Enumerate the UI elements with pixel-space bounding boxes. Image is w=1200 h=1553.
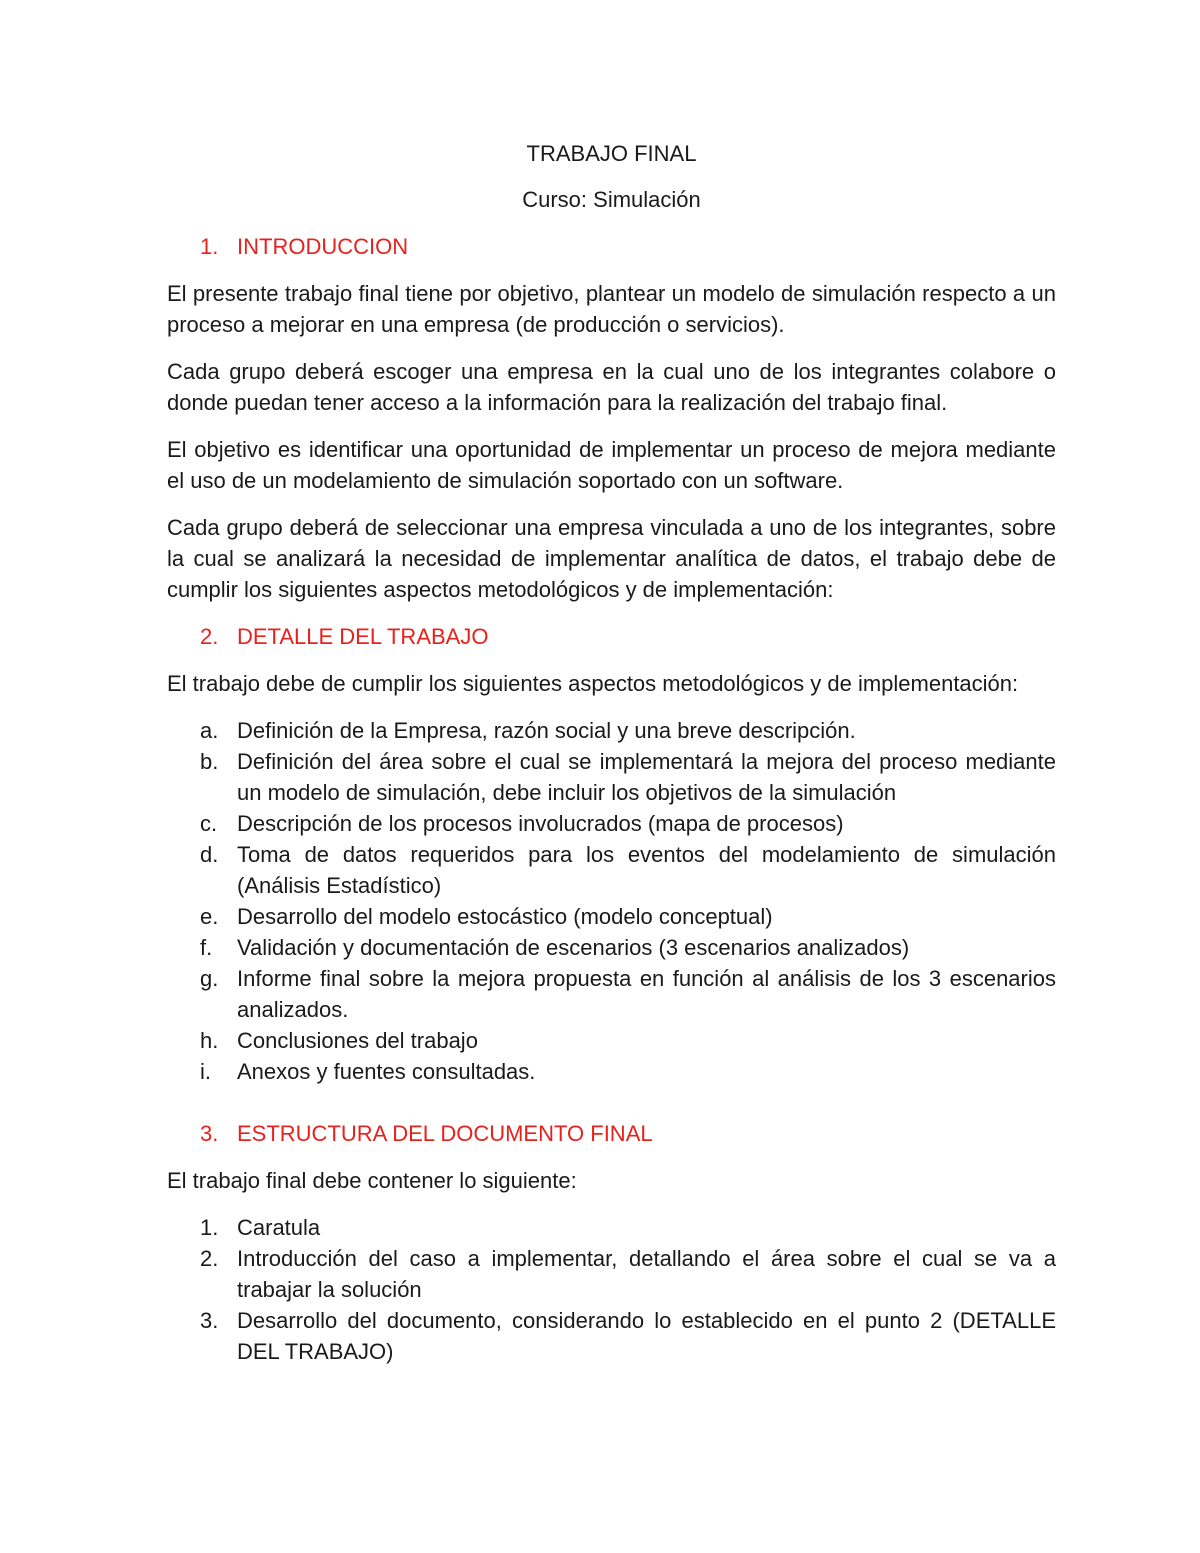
- document-page: [167, 138, 1056, 1367]
- section-title: ESTRUCTURA DEL DOCUMENTO FINAL: [237, 1121, 653, 1146]
- document-title: TRABAJO FINAL: [526, 141, 697, 166]
- document-subtitle: Curso: Simulación: [522, 187, 701, 212]
- list-item: [167, 901, 1056, 932]
- structure-list: [167, 1212, 1056, 1367]
- section-heading-estructura: [167, 1118, 1056, 1149]
- list-item: [167, 746, 1056, 808]
- list-marker: b.: [200, 749, 219, 774]
- section-number: 3.: [200, 1121, 219, 1146]
- list-item: [167, 1025, 1056, 1056]
- section-heading-introduccion: [167, 231, 1056, 262]
- list-item: [167, 1056, 1056, 1087]
- paragraph: El trabajo final debe contener lo siguiente:: [167, 1168, 577, 1193]
- list-marker: 2.: [200, 1246, 219, 1271]
- list-item: [167, 715, 1056, 746]
- paragraph: Cada grupo deberá de seleccionar una empresa vinculada a uno de los integrantes, sobre la cual se analizará la necesidad de implementar analítica de datos, el trabajo debe de cumplir los siguientes aspectos metodológicos y de implementación:: [167, 515, 1056, 602]
- list-item: [167, 839, 1056, 901]
- list-item: [167, 1305, 1056, 1367]
- list-item: [167, 932, 1056, 963]
- section-number: 2.: [200, 624, 219, 649]
- section-title: INTRODUCCION: [237, 234, 409, 259]
- list-marker: h.: [200, 1028, 219, 1053]
- list-item-text: Informe final sobre la mejora propuesta en función al análisis de los 3 escenarios analizados.: [237, 966, 1056, 1022]
- detail-list: [167, 715, 1056, 1087]
- list-item-text: Introducción del caso a implementar, detallando el área sobre el cual se va a trabajar la solución: [237, 1246, 1056, 1302]
- list-item-text: Desarrollo del modelo estocástico (modelo conceptual): [237, 904, 773, 929]
- list-marker: 1.: [200, 1215, 219, 1240]
- section-title: DETALLE DEL TRABAJO: [237, 624, 489, 649]
- paragraph: El presente trabajo final tiene por objetivo, plantear un modelo de simulación respecto a un proceso a mejorar en una empresa (de producción o servicios).: [167, 281, 1056, 337]
- section-heading-detalle: [167, 621, 1056, 652]
- list-item-text: Conclusiones del trabajo: [237, 1028, 478, 1053]
- list-marker: c.: [200, 811, 218, 836]
- list-item: [167, 808, 1056, 839]
- section-number: 1.: [200, 234, 219, 259]
- list-marker: a.: [200, 718, 219, 743]
- list-marker: f.: [200, 935, 213, 960]
- list-marker: g.: [200, 966, 219, 991]
- paragraph: Cada grupo deberá escoger una empresa en la cual uno de los integrantes colabore o donde puedan tener acceso a la información para la realización del trabajo final.: [167, 359, 1056, 415]
- list-item-text: Definición de la Empresa, razón social y una breve descripción.: [237, 718, 856, 743]
- list-marker: e.: [200, 904, 219, 929]
- paragraph: El objetivo es identificar una oportunidad de implementar un proceso de mejora mediante el uso de un modelamiento de simulación soportado con un software.: [167, 437, 1056, 493]
- list-marker: 3.: [200, 1308, 219, 1333]
- list-item-text: Definición del área sobre el cual se implementará la mejora del proceso mediante un modelo de simulación, debe incluir los objetivos de la simulación: [237, 749, 1056, 805]
- list-item-text: Desarrollo del documento, considerando lo establecido en el punto 2 (DETALLE DEL TRABAJO): [237, 1308, 1056, 1364]
- list-item: [167, 1243, 1056, 1305]
- list-marker: i.: [200, 1059, 211, 1084]
- paragraph: El trabajo debe de cumplir los siguientes aspectos metodológicos y de implementación:: [167, 671, 1019, 696]
- list-item: [167, 963, 1056, 1025]
- list-item: [167, 1212, 1056, 1243]
- list-item-text: Validación y documentación de escenarios (3 escenarios analizados): [237, 935, 910, 960]
- list-item-text: Anexos y fuentes consultadas.: [237, 1059, 536, 1084]
- list-item-text: Descripción de los procesos involucrados (mapa de procesos): [237, 811, 844, 836]
- list-item-text: Caratula: [237, 1215, 321, 1240]
- list-item-text: Toma de datos requeridos para los eventos del modelamiento de simulación (Análisis Estadístico): [237, 842, 1056, 898]
- list-marker: d.: [200, 842, 219, 867]
